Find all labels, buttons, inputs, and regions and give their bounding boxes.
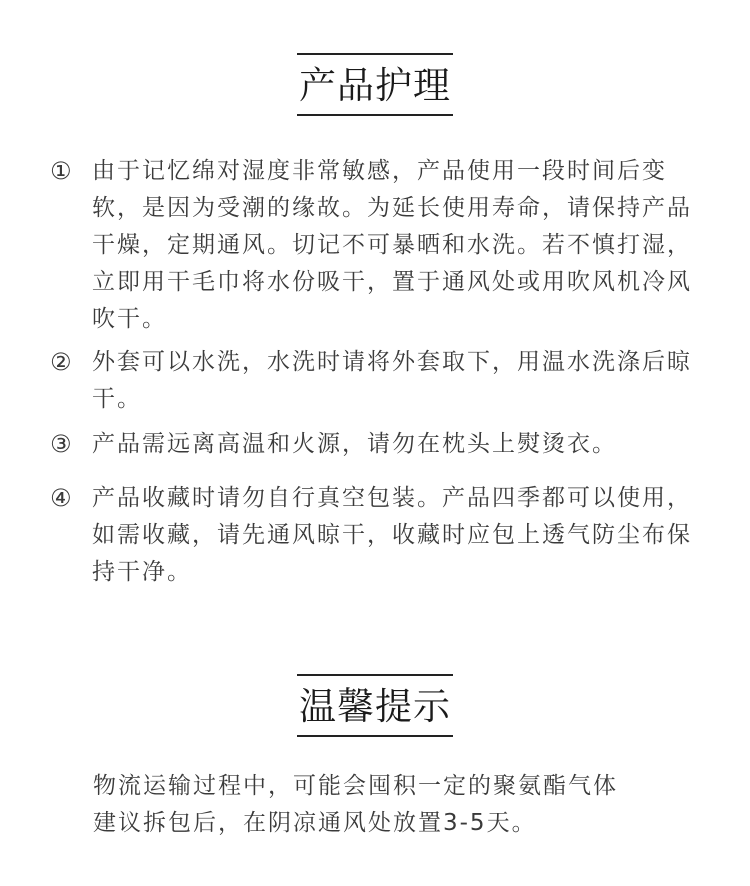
care-item-4	[50, 480, 715, 591]
care-item-number: ③	[50, 430, 72, 458]
tips-section-title: 温馨提示	[297, 674, 453, 737]
care-section-header	[0, 53, 750, 116]
care-item-3	[50, 426, 715, 463]
tips-line-2: 建议拆包后，在阴凉通风处放置3-5天。	[93, 810, 537, 836]
tips-section-header	[0, 674, 750, 737]
care-item-text: 产品需远离高温和火源，请勿在枕头上熨烫衣。	[92, 431, 617, 457]
care-item-2	[50, 344, 715, 418]
care-section-title: 产品护理	[297, 53, 453, 116]
care-item-text: 产品收藏时请勿自行真空包装。产品四季都可以使用，如需收藏，请先通风晾干，收藏时应包上透气防尘布保持干净。	[92, 485, 692, 585]
care-item-text: 外套可以水洗，水洗时请将外套取下，用温水洗涤后晾干。	[92, 349, 692, 412]
tips-text	[93, 768, 693, 842]
care-item-number: ①	[50, 157, 72, 185]
care-item-number: ②	[50, 348, 72, 376]
care-item-text: 由于记忆绵对湿度非常敏感，产品使用一段时间后变软，是因为受潮的缘故。为延长使用寿命，请保持产品干燥，定期通风。切记不可暴晒和水洗。若不慎打湿，立即用干毛巾将水份吸干，置于通风处或用吹风机冷风吹干。	[92, 158, 692, 332]
care-item-number: ④	[50, 484, 72, 512]
care-item-1	[50, 153, 715, 338]
tips-line-1: 物流运输过程中，可能会囤积一定的聚氨酯气体	[93, 773, 618, 799]
